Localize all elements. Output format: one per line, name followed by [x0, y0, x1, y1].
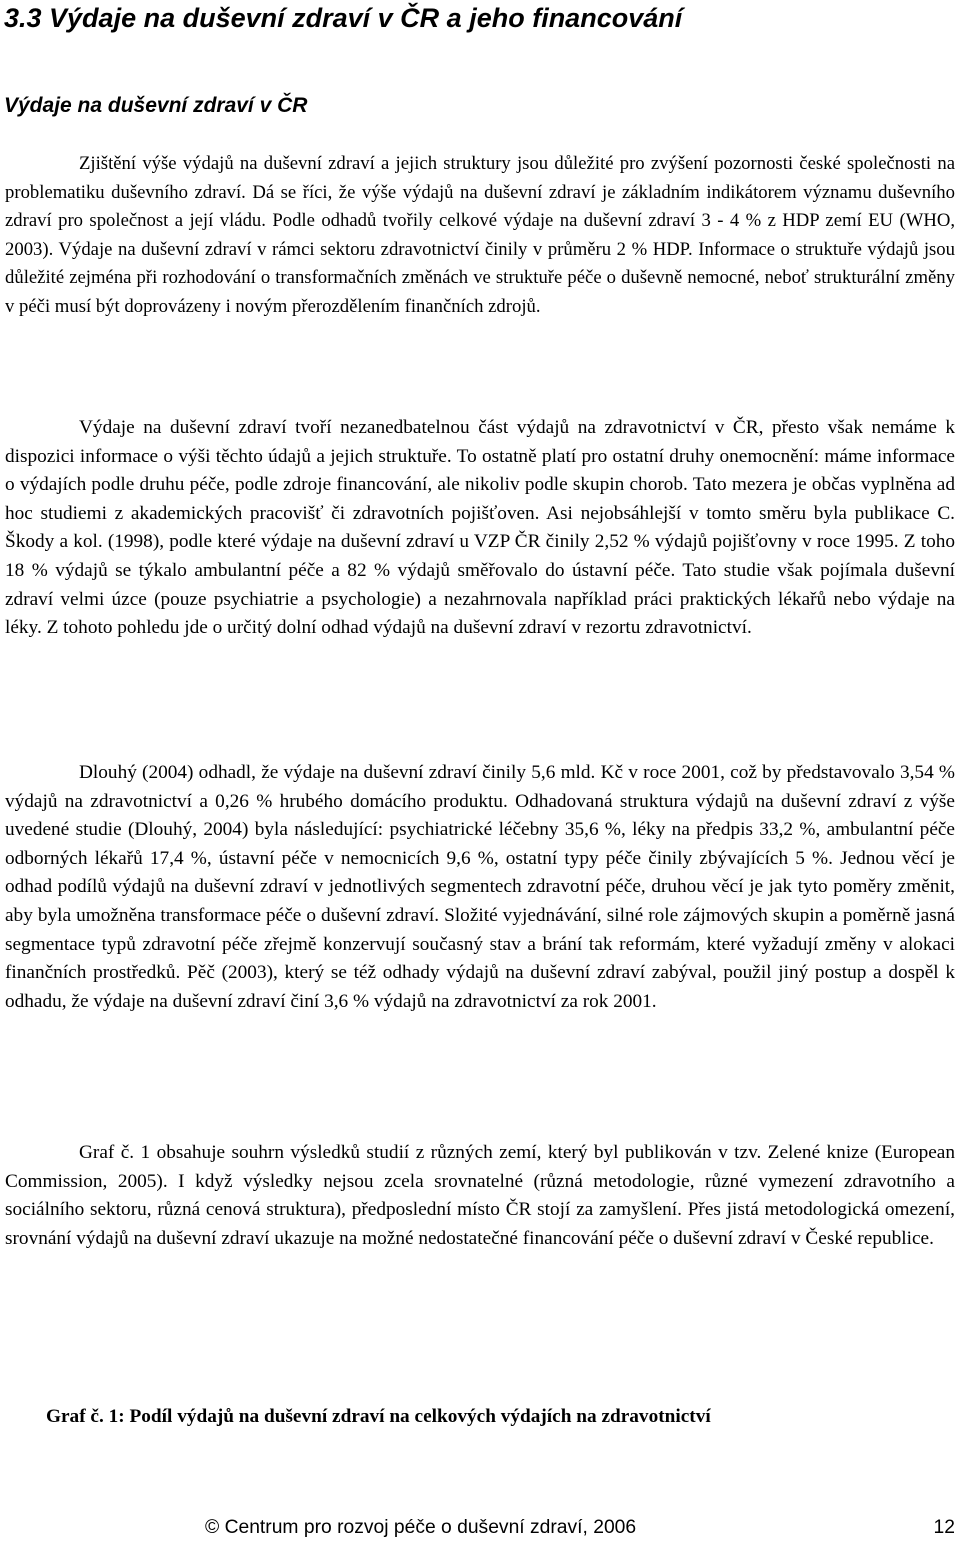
page-number: 12 — [933, 1517, 955, 1538]
footer-copyright: © Centrum pro rozvoj péče o duševní zdraví, 2006 — [205, 1517, 637, 1538]
paragraph-intro: Zjištění výše výdajů na duševní zdraví a jejich struktury jsou důležité pro zvýšení pozornosti české společnosti na problematiku duševního zdraví. Dá se říci, že výše výdajů na duševní zdraví je základním indikátorem významu duševního zdraví pro společnost a její vládu. Podle odhadů tvořily celkové výdaje na duševní zdraví 3 - 4 % z HDP zemí EU (WHO, 2003). Výdaje na duševní zdraví v rámci sektoru zdravotnictví činily v průměru 2 % HDP. Informace o struktuře výdajů jsou důležité zejména při rozhodování o transformačních změnách ve struktuře péče o duševně nemocné, neboť strukturální změny v péči musí být doprovázeny i novým přerozdělením finančních zdrojů. — [5, 153, 955, 317]
page-footer — [0, 1516, 960, 1542]
section-heading: 3.3 Výdaje na duševní zdraví v ČR a jeho financování — [4, 3, 683, 33]
paragraph-expenditure-structure: Výdaje na duševní zdraví tvoří nezanedbatelnou část výdajů na zdravotnictví v ČR, přesto však nemáme k dispozici informace o výši těchto údajů a jejich struktuře. To ostatně platí pro ostatní druhy onemocnění: máme informace o výdajích podle druhu péče, podle zdroje financování, ale nikoliv podle skupin chorob. Tato mezera je občas vyplněna ad hoc studiemi z akademických pracovišť či zdravotních pojišťoven. Asi nejobsáhlejší v tomto směru byla publikace C. Škody a kol. (1998), podle které výdaje na duševní zdraví u VZP ČR činily 2,52 % výdajů pojišťovny v roce 1995. Z toho 18 % výdajů se týkalo ambulantní péče a 82 % výdajů směřovalo do ústavní péče. Tato studie však pojímala duševní zdraví velmi úzce (pouze psychiatrie a psychologie) a nezahrnovala například práci praktických lékařů nebo výdaje na léky. Z tohoto pohledu jde o určitý dolní odhad výdajů na duševní zdraví v rezortu zdravotnictví. — [5, 417, 955, 639]
figure-caption: Graf č. 1: Podíl výdajů na duševní zdraví na celkových výdajích na zdravotnictví — [46, 1406, 711, 1427]
paragraph-dlouhy-estimate: Dlouhý (2004) odhadl, že výdaje na duševní zdraví činily 5,6 mld. Kč v roce 2001, což by představovalo 3,54 % výdajů na zdravotnictví a 0,26 % hrubého domácího produktu. Odhadovaná struktura výdajů na duševní zdraví z výše uvedené studie (Dlouhý, 2004) byla následující: psychiatrické léčebny 35,6 %, léky na předpis 33,2 %, ambulantní péče odborných lékařů 17,4 %, ústavní péče v nemocnicích 9,6 %, ostatní typy péče činily zbývajících 5 %. Jednou věcí je odhad podílů výdajů na duševní zdraví v jednotlivých segmentech zdravotní péče, druhou věcí je jak tyto poměry změnit, aby byla umožněna transformace péče o duševní zdraví. Složité vyjednávání, silné role zájmových skupin a poměrně jasná segmentace typů zdravotní péče zřejmě konzervují současný stav a brání tak reformám, které vyžadují změny v alokaci finančních prostředků. Pěč (2003), který se též odhady výdajů na duševní zdraví zabýval, použil jiný postup a dospěl k odhadu, že výdaje na duševní zdraví činí 3,6 % výdajů na zdravotnictví za rok 2001. — [5, 762, 955, 1012]
paragraph-graph-summary: Graf č. 1 obsahuje souhrn výsledků studií z různých zemí, který byl publikován v tzv. Zelené knize (European Commission, 2005). I když výsledky nejsou zcela srovnatelné (různá metodologie, různé vymezení zdravotního a sociálního sektoru, různá cenová struktura), předposlední místo ČR stojí za zamyšlení. Přes jistá metodologická omezení, srovnání výdajů na duševní zdraví ukazuje na možné nedostatečné financování péče o duševní zdraví v České republice. — [5, 1142, 955, 1249]
sub-heading: Výdaje na duševní zdraví v ČR — [4, 94, 308, 117]
